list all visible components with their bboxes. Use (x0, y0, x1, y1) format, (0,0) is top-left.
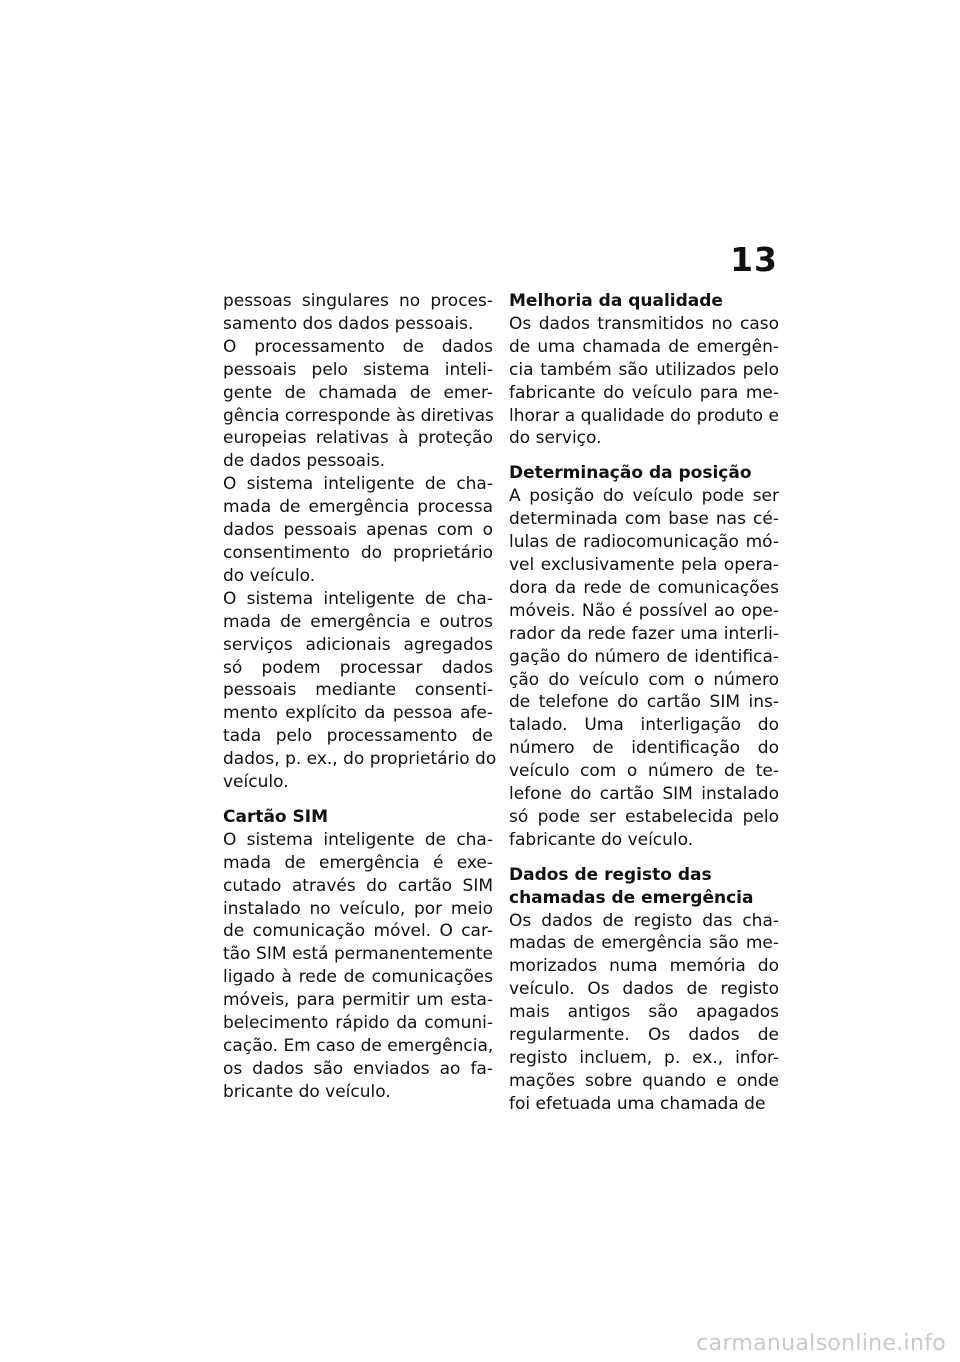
text-line: mada de emergência é exe- (223, 852, 493, 873)
text-line: morizados numa memória do (509, 956, 779, 977)
text-line: regularmente. Os dados de (509, 1025, 779, 1046)
watermark-text: carmanualsonline.info (696, 1331, 946, 1356)
text-line: samento dos dados pessoais. (223, 313, 474, 334)
right-column (509, 290, 779, 1116)
text-line: móveis, para permitir um esta- (223, 990, 493, 1011)
text-line: mações sobre quando e onde (509, 1070, 779, 1091)
text-line: instalado no veículo, por meio (223, 898, 493, 919)
text-line: de telefone do cartão SIM ins- (509, 692, 779, 713)
text-line: fabricante do veículo. (509, 829, 694, 850)
text-line: gação do número de identifica- (509, 646, 779, 667)
text-line: Os dados de registo das cha- (509, 910, 779, 931)
heading-emergency-call-records (509, 864, 779, 910)
text-line: O sistema inteligente de cha- (223, 474, 493, 495)
text-line: veículo. (223, 772, 289, 793)
position-paragraph (509, 485, 779, 852)
text-line: os dados são enviados ao fa- (223, 1058, 493, 1079)
text-line: mais antigos são apagados (509, 1002, 779, 1023)
text-line: europeias relativas à proteção (223, 428, 493, 449)
text-line: só podem processar dados (223, 657, 493, 678)
text-line: número de identificação do (509, 738, 779, 759)
text-line: chamadas de emergência (509, 887, 754, 908)
text-line: de dados pessoais. (223, 451, 386, 472)
text-line: ligado à rede de comunicações (223, 967, 493, 988)
text-line: veículo com o número de te- (509, 761, 779, 782)
text-line: de comunicação móvel. O car- (223, 921, 493, 942)
text-line: do serviço. (509, 428, 602, 449)
text-line: lulas de radiocomunicação mó- (509, 532, 779, 553)
text-line: Dados de registo das (509, 864, 712, 885)
text-line: serviços adicionais agregados (223, 634, 493, 655)
text-line: bricante do veículo. (223, 1081, 391, 1102)
text-line: lefone do cartão SIM instalado (509, 784, 779, 805)
records-paragraph (509, 910, 779, 1116)
heading-quality-improvement: Melhoria da qualidade (509, 291, 723, 311)
text-line: móveis. Não é possível ao ope- (509, 600, 779, 621)
text-line: talado. Uma interligação do (509, 715, 779, 736)
quality-paragraph (509, 313, 779, 450)
text-line: vel exclusivamente pela opera- (509, 554, 779, 575)
text-line: cutado através do cartão SIM (223, 875, 493, 896)
left-column (223, 290, 497, 1104)
text-line: O processamento de dados (223, 336, 493, 357)
heading-sim-card: Cartão SIM (223, 806, 329, 827)
section-gap (223, 794, 493, 806)
text-line: cação. Em caso de emergência, (223, 1036, 494, 1056)
text-line: A posição do veículo pode ser (509, 486, 779, 507)
text-line: registo incluem, p. ex., infor- (509, 1048, 779, 1068)
page-number: 13 (730, 240, 778, 279)
text-line: madas de emergência são me- (509, 933, 779, 954)
text-line: gente de chamada de emer- (223, 382, 493, 403)
text-line: dados, p. ex., do proprietário do (223, 749, 497, 770)
text-line: pessoais mediante consenti- (223, 680, 493, 701)
text-line: fabricante do veículo para me- (509, 382, 779, 403)
text-line: mada de emergência processa (223, 497, 493, 518)
text-line: lhorar a qualidade do produto e (509, 405, 779, 426)
text-line: cia também são utilizados pelo (509, 359, 779, 380)
text-line: dora da rede de comunicações (509, 577, 779, 598)
text-line: O sistema inteligente de cha- (223, 829, 493, 850)
text-line: veículo. Os dados de registo (509, 979, 779, 1000)
text-line: pessoas singulares no proces- (223, 291, 493, 311)
text-line: do veículo. (223, 565, 316, 586)
text-line: ção do veículo com o número (509, 669, 779, 690)
section-gap (509, 450, 779, 462)
text-line: mada de emergência e outros (223, 611, 493, 632)
text-line: foi efetuada uma chamada de (509, 1093, 766, 1114)
sim-card-paragraph (223, 829, 493, 1104)
text-line: mento explícito da pessoa afe- (223, 703, 493, 724)
text-line: consentimento do proprietário (223, 542, 493, 563)
heading-position-determination: Determinação da posição (509, 463, 752, 484)
text-line: belecimento rápido da comuni- (223, 1013, 493, 1034)
section-gap (509, 852, 779, 864)
text-line: tada pelo processamento de (223, 726, 493, 747)
text-line: tão SIM está permanentemente (223, 944, 493, 965)
text-line: Os dados transmitidos no caso (509, 313, 779, 334)
text-line: gência corresponde às diretivas (223, 405, 494, 426)
text-line: só pode ser estabelecida pelo (509, 806, 779, 827)
intro-paragraphs (223, 290, 497, 794)
text-line: pessoais pelo sistema inteli- (223, 359, 493, 380)
text-line: dados pessoais apenas com o (223, 520, 493, 541)
text-line: determinada com base nas cé- (509, 509, 779, 530)
text-line: rador da rede fazer uma interli- (509, 623, 779, 644)
text-line: O sistema inteligente de cha- (223, 588, 493, 609)
text-line: de uma chamada de emergên- (509, 336, 779, 357)
